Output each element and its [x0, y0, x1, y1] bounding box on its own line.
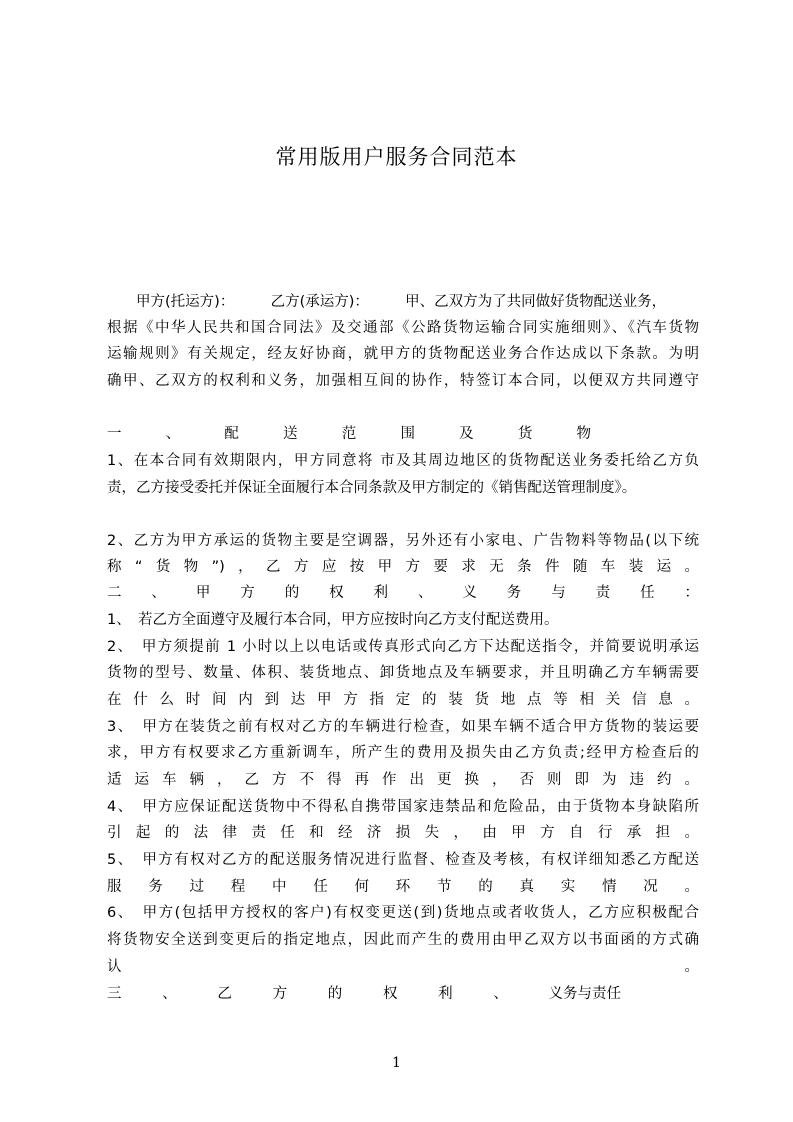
- document-title: 常用版用户服务合同范本: [275, 145, 518, 169]
- paragraph-line: 2、乙方为甲方承运的货物主要是空调器，另外还有小家电、广告物料等物品(以下统: [107, 533, 699, 549]
- section-heading-1: [107, 424, 591, 444]
- page-number: 1: [392, 1055, 401, 1071]
- heading-char: 货: [517, 426, 533, 442]
- paragraph-line: 将货物安全送到变更后的指定地点，因此而产生的费用由甲乙双方以书面函的方式确: [107, 932, 699, 948]
- paragraph-line: 6、 甲方(包括甲方授权的客户)有权变更送(到)货地点或者收货人，乙方应积极配合: [107, 905, 699, 921]
- heading-char: 、: [162, 986, 177, 1002]
- paragraph-line: 1、 若乙方全面遵守及履行本合同，甲方应按时向乙方支付配送费用。: [107, 612, 559, 628]
- paragraph-line: 在什么时间内到达甲方指定的装货地点等相关信息。: [107, 692, 699, 708]
- paragraph-line: 4、 甲方应保证配送货物中不得私自携带国家违禁品和危险品，由于货物本身缺陷所: [107, 799, 699, 815]
- heading-char: 乙: [217, 986, 232, 1002]
- paragraph-line: 1、在本合同有效期限内，甲方同意将 市及其周边地区的货物配送业务委托给乙方负: [107, 453, 699, 469]
- paragraph-line: 引起的法律责任和经济损失，由甲方自行承担。: [107, 825, 699, 841]
- heading-char: 一: [107, 426, 122, 442]
- heading-char: 围: [400, 426, 415, 442]
- heading-char: 权: [382, 986, 398, 1002]
- heading-char: 义务与责任: [548, 986, 621, 1002]
- heading-char: 及: [459, 426, 474, 442]
- paragraph-line: 甲方(托运方)： 乙方(承运方)： 甲、乙双方为了共同做好货物配送业务，: [107, 294, 667, 310]
- paragraph-line: 5、 甲方有权对乙方的配送服务情况进行监督、检查及考核，有权详细知悉乙方配送: [107, 852, 699, 868]
- paragraph-line: 2、 甲方须提前 1 小时以上以电话或传真形式向乙方下达配送指令，并简要说明承运: [107, 639, 699, 655]
- heading-char: 范: [341, 426, 357, 442]
- paragraph-line: 责，乙方接受委托并保证全面履行本合同条款及甲方制定的《销售配送管理制度》。: [107, 480, 637, 496]
- paragraph-line: 服务过程中任何环节的真实情况。: [107, 879, 699, 895]
- paragraph-line: 认。: [107, 959, 699, 975]
- paragraph-line: 3、 甲方在装货之前有权对乙方的车辆进行检查，如果车辆不适合甲方货物的装运要: [107, 719, 699, 735]
- heading-char: 利: [438, 986, 453, 1002]
- heading-char: 配: [224, 426, 239, 442]
- paragraph-line: 运输规则》有关规定，经友好协商，就甲方的货物配送业务合作达成以下条款。为明: [107, 346, 699, 362]
- paragraph-line: 根据《中华人民共和国合同法》及交通部《公路货物运输合同实施细则》、《汽车货物: [107, 320, 699, 336]
- heading-char: 的: [327, 986, 343, 1002]
- section-heading-3: [107, 984, 621, 1004]
- paragraph-line: 确甲、乙双方的权利和义务，加强相互间的协作，特签订本合同，以便双方共同遵守: [107, 373, 699, 389]
- heading-char: 方: [272, 986, 288, 1002]
- heading-char: 、: [493, 986, 508, 1002]
- heading-char: 、: [165, 426, 181, 442]
- section-heading-2: 二、甲方的权利、义务与责任：: [107, 585, 699, 601]
- heading-char: 物: [576, 426, 591, 442]
- heading-char: 送: [283, 426, 298, 442]
- paragraph-line: 货物的型号、数量、体积、装货地点、卸货地点及车辆要求，并且明确乙方车辆需要: [107, 665, 699, 681]
- paragraph-line: 称“货物”)，乙方应按甲方要求无条件随车装运。: [107, 559, 699, 575]
- paragraph-line: 适运车辆，乙方不得再作出更换，否则即为违约。: [107, 772, 699, 788]
- paragraph-line: 求，甲方有权要求乙方重新调车，所产生的费用及损失由乙方负责;经甲方检查后的: [107, 745, 699, 761]
- heading-char: 三: [107, 986, 122, 1002]
